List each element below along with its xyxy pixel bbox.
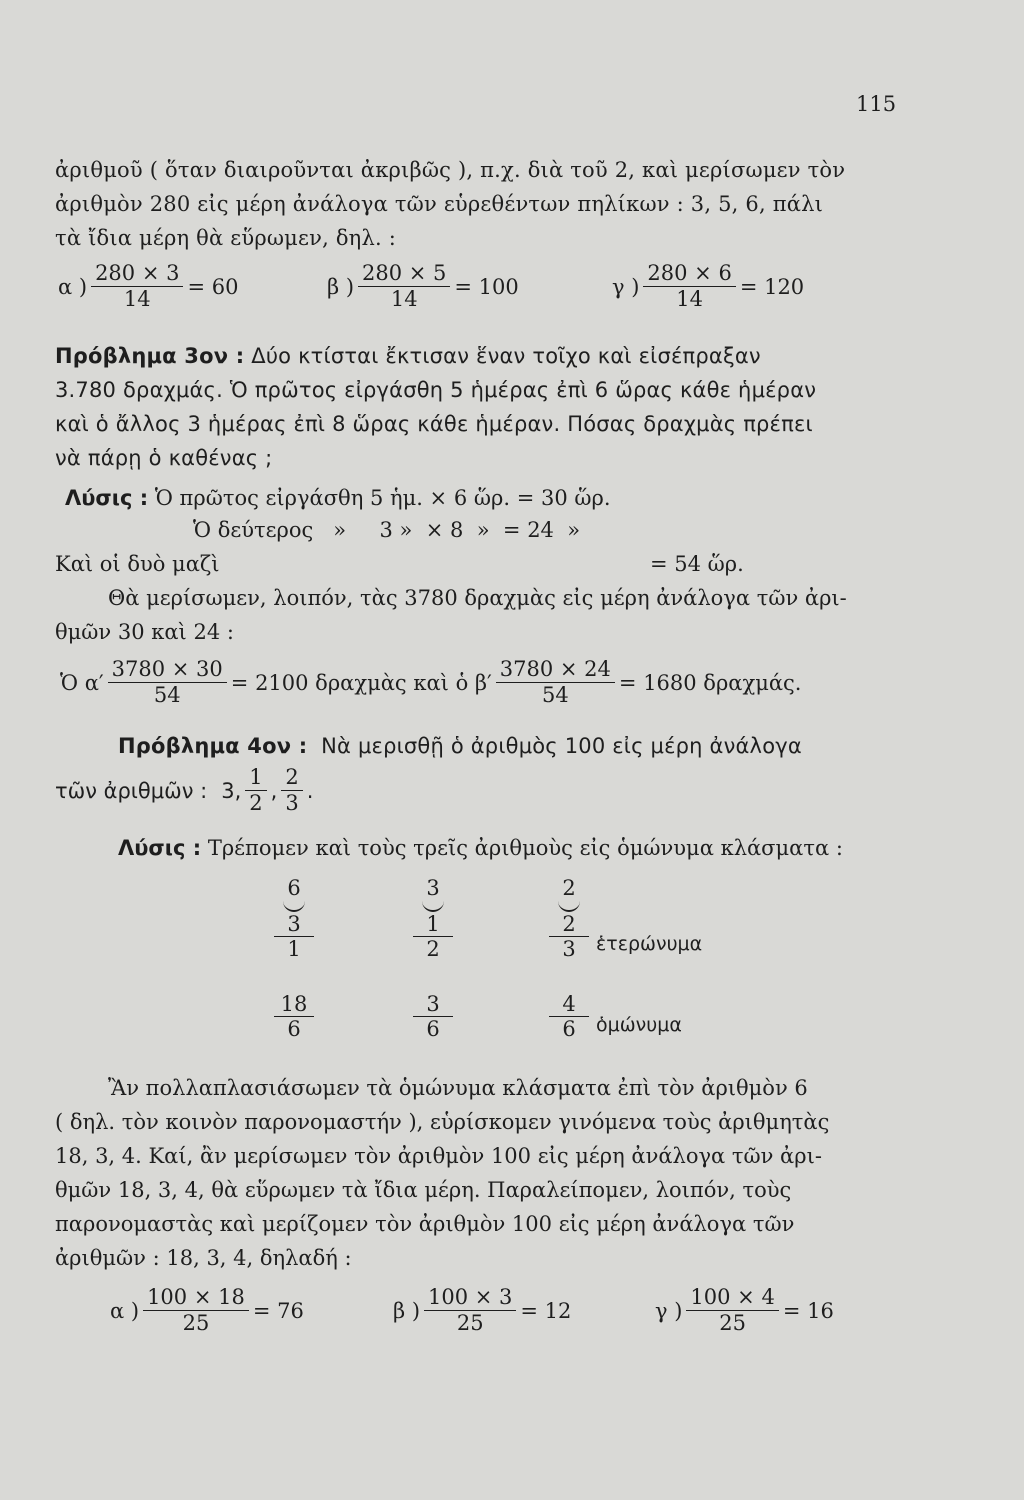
problem3-result-label-a: Ὁ α′ bbox=[60, 670, 104, 695]
grid-den-1: 1 bbox=[287, 937, 301, 961]
eq2-c-denominator: 25 bbox=[719, 1311, 746, 1336]
grid-num-2: 1 bbox=[413, 912, 453, 937]
intro-line-3: τὰ ἴδια μέρη θὰ εὕρωμεν, δηλ. : bbox=[55, 226, 396, 250]
problem3-text-1: Δύο κτίσται ἔκτισαν ἕναν τοῖχο καὶ εἰσέπραξαν bbox=[251, 344, 761, 368]
eq2-b-result: = 12 bbox=[520, 1298, 572, 1323]
problem3-para-2: θμῶν 30 καὶ 24 : bbox=[55, 620, 234, 644]
equation-row-1-b bbox=[327, 262, 519, 311]
eq2-c-numerator: 100 × 4 bbox=[686, 1286, 778, 1311]
eq2-a-result: = 76 bbox=[252, 1298, 304, 1323]
problem3-solution-label: Λύσις : bbox=[65, 486, 149, 510]
grid2-den-2: 6 bbox=[426, 1017, 440, 1041]
eq2-b-denominator: 25 bbox=[456, 1311, 484, 1336]
grid2-den-3: 6 bbox=[562, 1017, 576, 1041]
problem4-para-5: παρονομαστὰς καὶ μερίζομεν τὸν ἀριθμὸν 100 εἰς μέρη ἀνάλογα τῶν bbox=[55, 1212, 795, 1236]
problem3-result-end: = 1680 δραχμάς. bbox=[618, 670, 802, 695]
problem3-solution-line-1 bbox=[65, 486, 611, 510]
problem4-solution-text: Τρέπομεν καὶ τοὺς τρεῖς ἀριθμοὺς εἰς ὁμώνυμα κλάσματα : bbox=[207, 836, 843, 860]
page-number: 115 bbox=[856, 92, 897, 116]
problem3-result-num-a: 3780 × 30 bbox=[108, 658, 227, 683]
grid-top-3: 2 bbox=[562, 876, 576, 900]
problem4-para-4: θμῶν 18, 3, 4, θὰ εὕρωμεν τὰ ἴδια μέρη. Παραλείπομεν, λοιπόν, τοὺς bbox=[55, 1178, 792, 1202]
eq2-c-label: γ ) bbox=[655, 1298, 683, 1323]
problem3-result-num-b: 3780 × 24 bbox=[496, 658, 615, 683]
problem4-solution-label: Λύσις : bbox=[118, 836, 202, 860]
grid2-num-3: 4 bbox=[549, 992, 589, 1017]
eq1-b-label: β ) bbox=[327, 274, 355, 299]
grid-den-2: 2 bbox=[426, 937, 440, 961]
problem4-f2-num: 2 bbox=[281, 766, 302, 791]
problem3-sol-1: Ὁ πρῶτος εἰργάσθη 5 ἡμ. × 6 ὥρ. = 30 ὥρ. bbox=[154, 486, 611, 510]
eq2-a-denominator: 25 bbox=[182, 1311, 210, 1336]
eq2-a-label: α ) bbox=[110, 1298, 140, 1323]
problem3-result-den-b: 54 bbox=[541, 683, 569, 708]
problem4-line-2: τῶν ἀριθμῶν : 3, $\frac{1}{2}$ , $\frac{2}{3}$ . bbox=[55, 765, 314, 816]
eq1-b-fraction bbox=[358, 262, 450, 311]
problem3-line-4: νὰ πάρῃ ὁ καθένας ; bbox=[55, 446, 273, 470]
eq2-a-numerator: 100 × 18 bbox=[143, 1286, 249, 1311]
problem4-para-6: ἀριθμῶν : 18, 3, 4, δηλαδή : bbox=[55, 1246, 352, 1270]
grid-top-2: 3 bbox=[426, 876, 440, 900]
grid2-column-3 bbox=[549, 992, 589, 1041]
problem3-result-mid: = 2100 δραχμὰς καὶ ὁ β′ bbox=[230, 670, 492, 695]
problem3-line-3: καὶ ὁ ἄλλος 3 ἡμέρας ἐπὶ 8 ὥρας κάθε ἡμέραν. Πόσας δραχμὰς πρέπει bbox=[55, 412, 813, 436]
eq1-a-fraction bbox=[91, 262, 183, 311]
problem4-f2-den: 3 bbox=[285, 791, 299, 816]
problem3-sol-3-right: = 54 ὥρ. bbox=[650, 552, 744, 576]
problem4-f1-den: 2 bbox=[249, 791, 263, 816]
grid-num-3: 2 bbox=[549, 912, 589, 937]
equation-row-1 bbox=[58, 262, 238, 311]
problem4-para-3: 18, 3, 4. Καί, ἂν μερίσωμεν τὸν ἀριθμὸν 100 εἰς μέρη ἀνάλογα τῶν ἀρι- bbox=[55, 1144, 822, 1168]
problem3-result-den-a: 54 bbox=[153, 683, 181, 708]
problem3-sol-3-left: Καὶ οἱ δυὸ μαζὶ bbox=[55, 552, 220, 576]
brace-mark bbox=[283, 900, 305, 912]
grid2-column-1 bbox=[274, 992, 314, 1041]
eq1-b-result: = 100 bbox=[454, 274, 519, 299]
grid2-den-1: 6 bbox=[287, 1017, 301, 1041]
equation-row-2-c bbox=[655, 1286, 834, 1335]
equation-row-2-a bbox=[110, 1286, 304, 1335]
eq2-a-fraction bbox=[143, 1286, 249, 1335]
grid-top-1: 6 bbox=[287, 876, 301, 900]
problem3-result-fraction-b bbox=[496, 658, 615, 707]
problem3-heading: Πρόβλημα 3ον : bbox=[55, 344, 245, 368]
grid-den-3: 3 bbox=[562, 937, 576, 961]
eq1-c-result: = 120 bbox=[739, 274, 805, 299]
problem4-para-2: ( δηλ. τὸν κοινὸν παρονομαστήν ), εὑρίσκομεν γινόμενα τοὺς ἀριθμητὰς bbox=[55, 1110, 830, 1134]
problem4-fraction-2 bbox=[281, 766, 302, 815]
eq1-a-label: α ) bbox=[58, 274, 88, 299]
problem4-fraction-1 bbox=[245, 766, 266, 815]
problem3-result-fraction-a bbox=[108, 658, 227, 707]
equation-row-1-c bbox=[612, 262, 804, 311]
problem4-para-1: Ἂν πολλαπλασιάσωμεν τὰ ὁμώνυμα κλάσματα ἐπὶ τὸν ἀριθμὸν 6 bbox=[108, 1076, 808, 1100]
eq2-b-label: β ) bbox=[393, 1298, 421, 1323]
eq2-b-fraction bbox=[424, 1286, 516, 1335]
problem4-line-1 bbox=[118, 734, 802, 758]
eq2-c-fraction bbox=[686, 1286, 778, 1335]
problem4-text-1: Νὰ μερισθῇ ὁ ἀριθμὸς 100 εἰς μέρη ἀνάλογα bbox=[321, 734, 802, 758]
problem4-numbers-label: τῶν ἀριθμῶν : bbox=[55, 778, 208, 803]
intro-line-1: ἀριθμοῦ ( ὅταν διαιροῦνται ἀκριβῶς ), π.χ. διὰ τοῦ 2, καὶ μερίσωμεν τὸν bbox=[55, 158, 846, 182]
eq1-a-result: = 60 bbox=[187, 274, 239, 299]
equation-row-2-b bbox=[393, 1286, 571, 1335]
problem3-para-1: Θὰ μερίσωμεν, λοιπόν, τὰς 3780 δραχμὰς εἰς μέρη ἀνάλογα τῶν ἀρι- bbox=[108, 586, 847, 610]
eq1-c-denominator: 14 bbox=[676, 287, 703, 312]
eq2-b-numerator: 100 × 3 bbox=[424, 1286, 516, 1311]
problem3-result-row bbox=[60, 658, 801, 707]
grid-column-1 bbox=[274, 876, 314, 961]
eq1-c-fraction bbox=[643, 262, 735, 311]
eq1-b-denominator: 14 bbox=[390, 287, 418, 312]
grid-column-3 bbox=[549, 876, 589, 961]
problem4-f1-num: 1 bbox=[245, 766, 266, 791]
grid-column-2 bbox=[413, 876, 453, 961]
grid2-column-2 bbox=[413, 992, 453, 1041]
problem4-solution-line bbox=[118, 836, 843, 860]
brace-mark bbox=[558, 900, 580, 912]
eq1-a-denominator: 14 bbox=[123, 287, 151, 312]
problem4-number-1: 3, bbox=[221, 778, 242, 803]
brace-mark bbox=[422, 900, 444, 912]
eq1-c-numerator: 280 × 6 bbox=[643, 262, 735, 287]
grid2-num-2: 3 bbox=[413, 992, 453, 1017]
intro-line-2: ἀριθμὸν 280 εἰς μέρη ἀνάλογα τῶν εὑρεθέντων πηλίκων : 3, 5, 6, πάλι bbox=[55, 192, 824, 216]
label-homonymous: ὁμώνυμα bbox=[596, 1014, 682, 1036]
label-heteronymous: ἑτερώνυμα bbox=[596, 933, 703, 955]
eq1-c-label: γ ) bbox=[612, 274, 640, 299]
eq2-c-result: = 16 bbox=[782, 1298, 834, 1323]
problem3-sol-2: Ὁ δεύτερος » 3 » × 8 » = 24 » bbox=[193, 518, 581, 542]
eq1-b-numerator: 280 × 5 bbox=[358, 262, 450, 287]
problem3-line-1 bbox=[55, 344, 761, 368]
problem4-heading: Πρόβλημα 4ον : bbox=[118, 734, 308, 758]
grid2-num-1: 18 bbox=[274, 992, 314, 1017]
eq1-a-numerator: 280 × 3 bbox=[91, 262, 183, 287]
problem3-line-2: 3.780 δραχμάς. Ὁ πρῶτος εἰργάσθη 5 ἡμέρας ἐπὶ 6 ὥρας κάθε ἡμέραν bbox=[55, 378, 817, 402]
grid-num-1: 3 bbox=[274, 912, 314, 937]
